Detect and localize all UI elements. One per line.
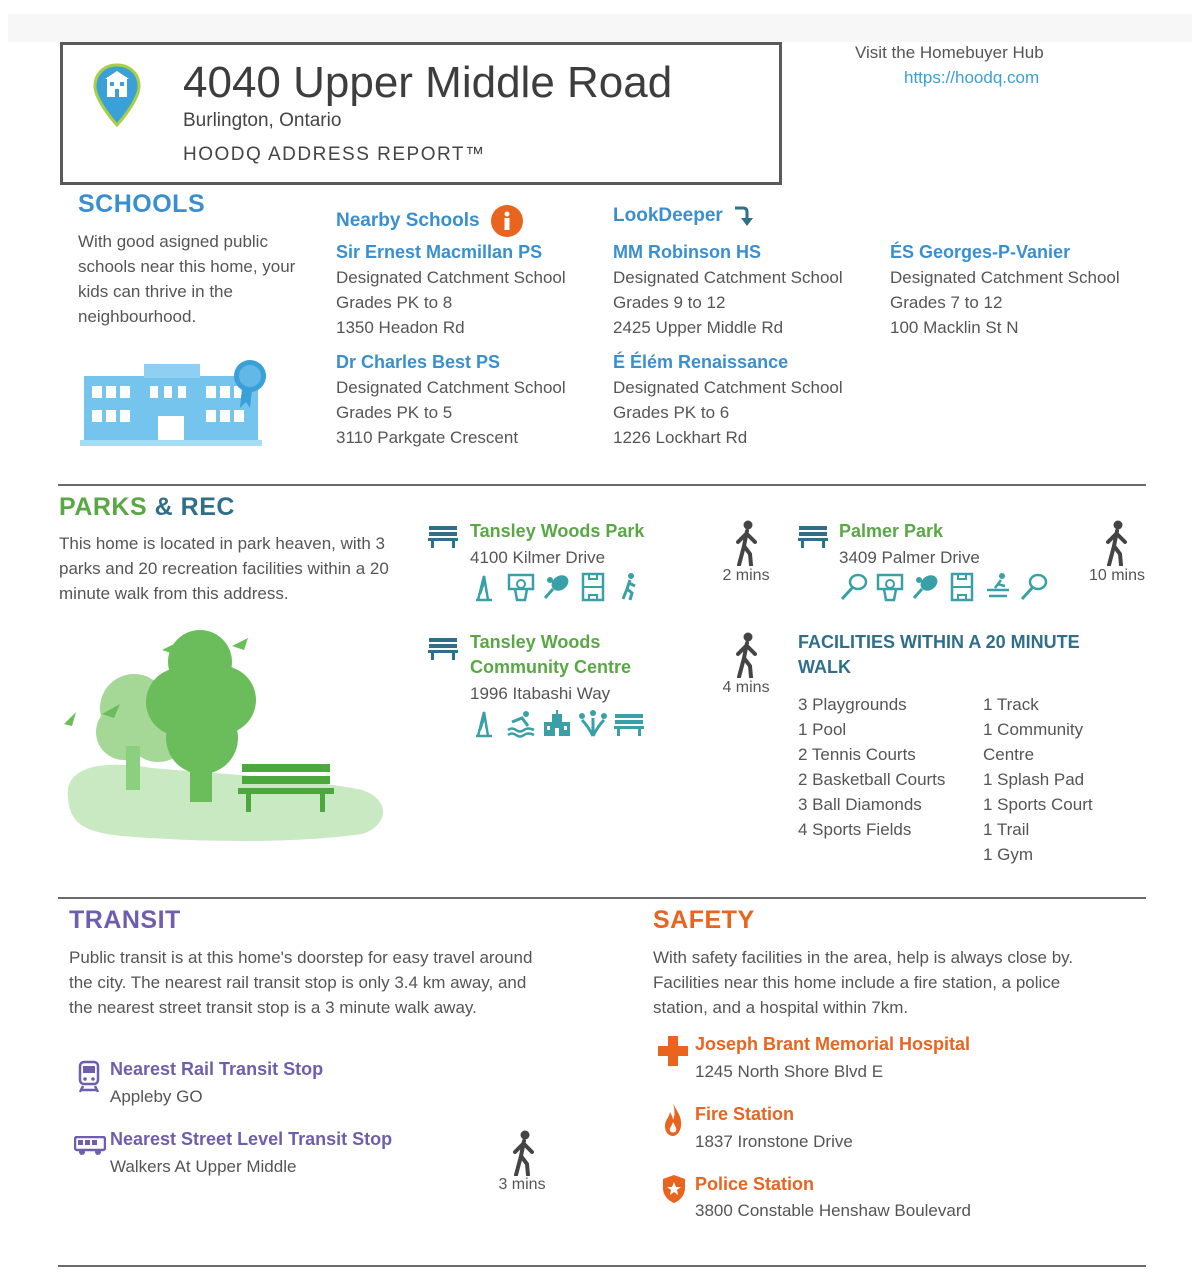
tennis-racket-icon (839, 572, 869, 602)
school-type: Designated Catchment School (336, 378, 566, 397)
bus-icon (74, 1136, 106, 1156)
park-amenities (470, 708, 644, 738)
street-transit-stop: Walkers At Upper Middle (110, 1157, 297, 1176)
school-card (890, 242, 1120, 340)
homebuyer-hub-label: Visit the Homebuyer Hub (855, 43, 1044, 62)
school-card (613, 242, 843, 340)
facilities-title (798, 630, 1080, 680)
rail-transit-label: Nearest Rail Transit Stop (110, 1059, 324, 1079)
facility-item: 2 Basketball Courts (798, 770, 946, 789)
walk-time: 4 mins (722, 679, 770, 696)
facility-item: 1 Gym (983, 845, 1034, 864)
safety-facility-name: Police Station (695, 1174, 815, 1194)
facility-item: 1 Community (983, 720, 1084, 739)
facility-item: 3 Ball Diamonds (798, 795, 922, 814)
police-badge-icon (662, 1174, 686, 1204)
park-address: 4100 Kilmer Drive (470, 548, 606, 567)
school-card (336, 242, 566, 340)
school-name[interactable]: É Élém Renaissance (613, 352, 789, 372)
transit-title: TRANSIT (69, 906, 181, 934)
park-name-line: Community Centre (470, 657, 632, 677)
address-city: Burlington, Ontario (183, 110, 342, 131)
bench-icon (428, 524, 458, 548)
parks-title-amp: & (154, 493, 174, 521)
playground-icon (470, 708, 500, 738)
school-card (336, 352, 566, 450)
school-address: 1226 Lockhart Rd (613, 428, 748, 447)
facility-item: 3 Playgrounds (798, 695, 907, 714)
nearby-schools-label: Nearby Schools (336, 210, 480, 231)
nearby-schools-header (336, 204, 524, 238)
facility-item: 2 Tennis Courts (798, 745, 916, 764)
lookdeeper-header[interactable] (613, 204, 753, 228)
hospital-cross-icon (657, 1035, 689, 1067)
tennis-racket-icon (1019, 572, 1049, 602)
facility-item: 1 Track (983, 695, 1039, 714)
school-grades: Grades 7 to 12 (890, 293, 1003, 312)
basketball-icon (506, 572, 536, 602)
top-strip (8, 14, 1192, 42)
sports-court-icon (983, 572, 1013, 602)
homebuyer-hub-link[interactable]: https://hoodq.com (904, 68, 1040, 87)
safety-description: With safety facilities in the area, help is always close by. Facilities near this home include a fire station, a police station, and a hospital within 7km. (653, 948, 1074, 1017)
school-address: 1350 Headon Rd (336, 318, 465, 337)
school-grades: Grades 9 to 12 (613, 293, 726, 312)
info-icon[interactable] (490, 204, 524, 238)
park-address: 1996 Itabashi Way (470, 684, 611, 703)
safety-facility-address: 1837 Ironstone Drive (695, 1132, 853, 1151)
school-address: 100 Macklin St N (890, 318, 1019, 337)
park-name-line: Tansley Woods (470, 632, 601, 652)
address-title: 4040 Upper Middle Road (183, 58, 673, 107)
section-divider (58, 897, 1146, 899)
train-icon (78, 1060, 100, 1094)
transit-description: Public transit is at this home's doorstep for easy travel around the city. The nearest rail transit stop is only 3.4 km away, and the nearest street transit stop is a 3 minute walk away. (69, 948, 533, 1017)
safety-facility-name: Joseph Brant Memorial Hospital (695, 1034, 971, 1054)
walking-person-icon (1103, 520, 1131, 566)
safety-facility-address: 3800 Constable Henshaw Boulevard (695, 1201, 971, 1220)
facilities-title-line: WALK (798, 657, 851, 677)
school-type: Designated Catchment School (336, 268, 566, 287)
safety-title: SAFETY (653, 906, 755, 934)
parks-title (59, 493, 235, 522)
bench-icon (798, 524, 828, 548)
school-address: 2425 Upper Middle Rd (613, 318, 784, 337)
community-centre-icon (542, 708, 572, 738)
sports-field-icon (947, 572, 977, 602)
arrow-down-icon (731, 204, 753, 228)
tennis-icon (542, 572, 572, 602)
section-divider (58, 484, 1146, 486)
facilities-list-right (983, 692, 1093, 867)
school-type: Designated Catchment School (890, 268, 1120, 287)
facility-item: 1 Sports Court (983, 795, 1093, 814)
safety-facility-name: Fire Station (695, 1104, 795, 1124)
park-amenities (839, 572, 1049, 602)
track-icon (614, 572, 644, 602)
safety-facility-address: 1245 North Shore Blvd E (695, 1062, 884, 1081)
walk-time: 2 mins (722, 567, 770, 584)
walking-person-icon (733, 520, 761, 566)
bench-icon (428, 636, 458, 660)
park-name[interactable] (470, 630, 631, 680)
rec-title-word: REC (180, 493, 235, 521)
facility-item: 1 Pool (798, 720, 847, 739)
street-transit-label: Nearest Street Level Transit Stop (110, 1129, 393, 1149)
school-name[interactable]: Sir Ernest Macmillan PS (336, 242, 543, 262)
facility-item: 1 Splash Pad (983, 770, 1085, 789)
sports-field-icon (578, 572, 608, 602)
school-grades: Grades PK to 5 (336, 403, 453, 422)
school-card (613, 352, 843, 450)
park-address: 3409 Palmer Drive (839, 548, 980, 567)
facility-item: 1 Trail (983, 820, 1030, 839)
school-type: Designated Catchment School (613, 268, 843, 287)
walking-person-icon (733, 632, 761, 678)
schools-title: SCHOOLS (78, 190, 206, 218)
facility-item: 4 Sports Fields (798, 820, 912, 839)
school-name[interactable]: Dr Charles Best PS (336, 352, 501, 372)
basketball-icon (875, 572, 905, 602)
school-building-icon (80, 356, 280, 448)
parks-title-word: PARKS (59, 493, 148, 521)
school-address: 3110 Parkgate Crescent (336, 428, 519, 447)
schools-description: With good asigned public schools near this home, your kids can thrive in the neighbourhood. (78, 232, 296, 326)
walk-time: 3 mins (498, 1176, 546, 1193)
school-grades: Grades PK to 6 (613, 403, 730, 422)
park-trees-illustration (62, 628, 388, 844)
park-name[interactable]: Tansley Woods Park (470, 521, 645, 541)
school-type: Designated Catchment School (613, 378, 843, 397)
walking-person-icon (510, 1130, 538, 1176)
tennis-icon (911, 572, 941, 602)
pool-icon (506, 708, 536, 738)
park-amenities (470, 572, 644, 602)
fire-icon (663, 1102, 683, 1138)
report-label: HOODQ ADDRESS REPORT™ (183, 144, 486, 165)
lookdeeper-label[interactable]: LookDeeper (613, 205, 723, 226)
school-name[interactable]: MM Robinson HS (613, 242, 761, 262)
playground-icon (470, 572, 500, 602)
bench-icon (614, 708, 644, 738)
facility-item: Centre (983, 745, 1035, 764)
school-name[interactable]: ÉS Georges-P-Vanier (890, 242, 1071, 262)
section-divider (58, 1265, 1146, 1267)
facilities-title-line: FACILITIES WITHIN A 20 MINUTE (798, 632, 1080, 652)
location-pin-icon (93, 63, 141, 127)
park-name[interactable]: Palmer Park (839, 521, 944, 541)
parks-description: This home is located in park heaven, with 3 parks and 20 recreation facilities within a 20 minute walk from this address. (59, 534, 389, 603)
school-grades: Grades PK to 8 (336, 293, 453, 312)
splash-pad-icon (578, 708, 608, 738)
rail-transit-stop: Appleby GO (110, 1087, 203, 1106)
walk-time: 10 mins (1088, 567, 1146, 584)
facilities-list-left (798, 692, 945, 842)
